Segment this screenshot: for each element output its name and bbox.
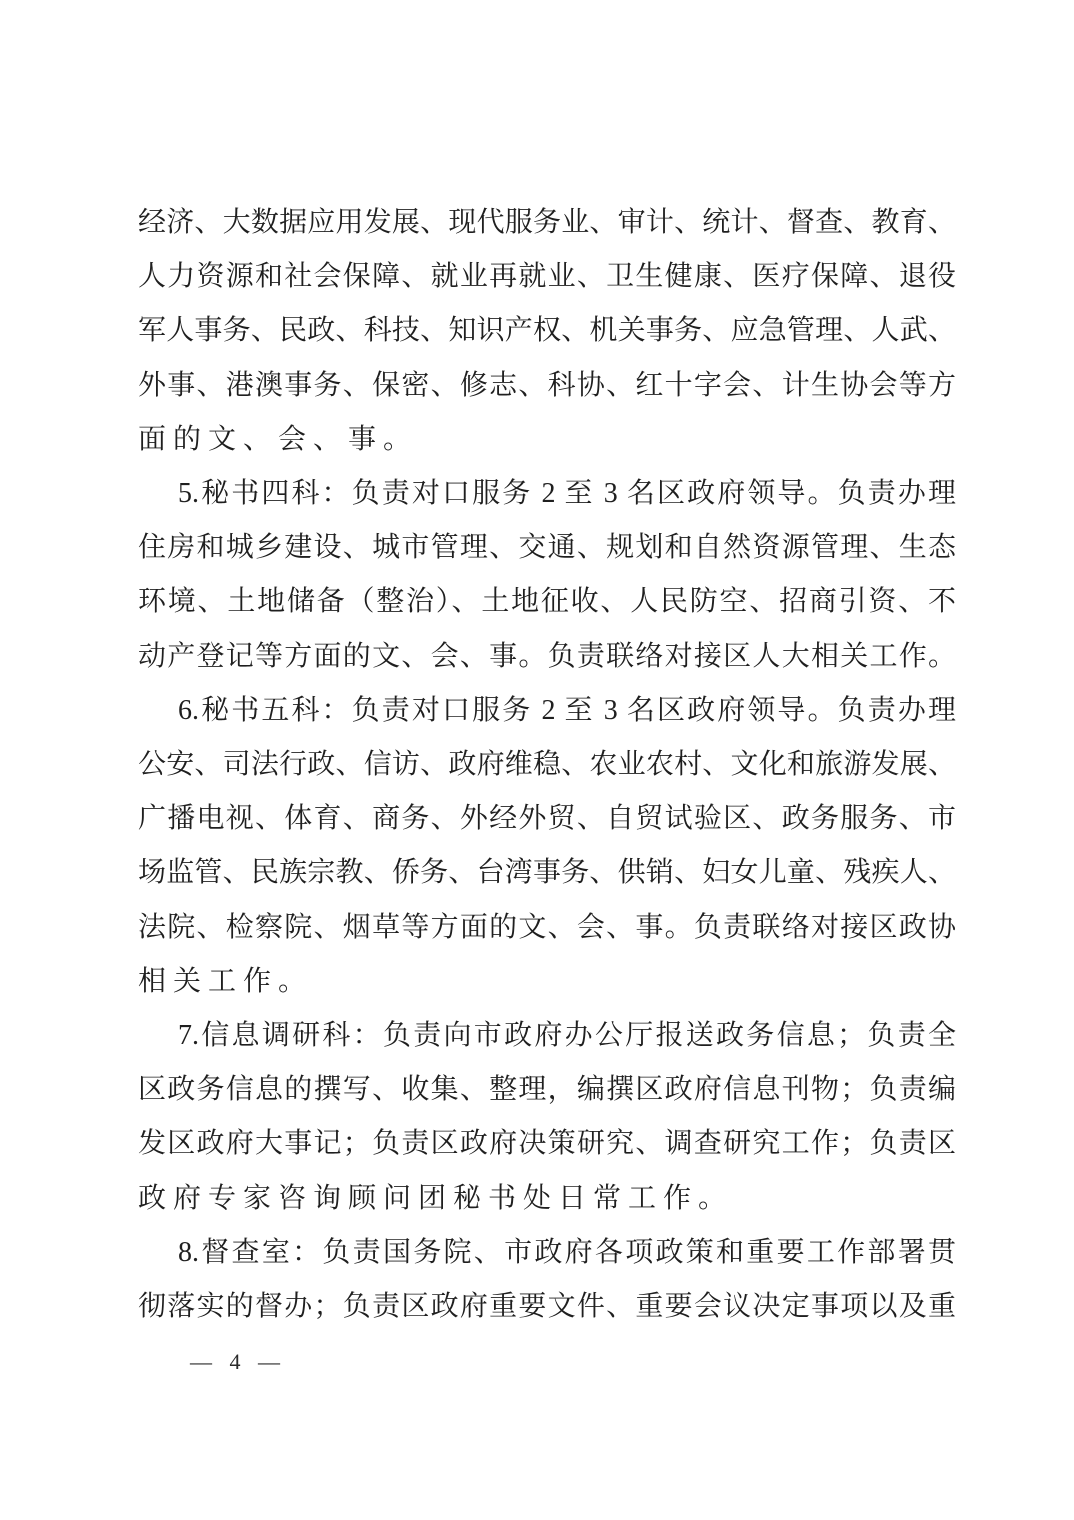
document-line: 相关工作。 — [138, 965, 314, 997]
paragraph-item-5 — [138, 467, 956, 684]
paragraph-continuation — [138, 196, 956, 467]
document-line: 环境、土地储备（整治）、土地征收、人民防空、招商引资、不 — [138, 586, 956, 618]
document-line: 经济、大数据应用发展、现代服务业、审计、统计、督查、教育、 — [138, 207, 956, 238]
document-line: 6.秘书五科：负责对口服务 2 至 3 名区政府领导。负责办理 — [178, 694, 956, 726]
document-line: 区政务信息的撰写、收集、整理，编撰区政府信息刊物；负责编 — [138, 1074, 956, 1106]
paragraph-item-8 — [138, 1226, 956, 1334]
document-line: 彻落实的督办；负责区政府重要文件、重要会议决定事项以及重 — [138, 1291, 956, 1323]
document-line: 政府专家咨询顾问团秘书处日常工作。 — [138, 1182, 734, 1214]
document-line: 公安、司法行政、信访、政府维稳、农业农村、文化和旅游发展、 — [138, 749, 956, 781]
document-line: 发区政府大事记；负责区政府决策研究、调查研究工作；负责区 — [138, 1128, 956, 1160]
paragraph-item-7 — [138, 1009, 956, 1226]
document-line: 人力资源和社会保障、就业再就业、卫生健康、医疗保障、退役 — [138, 261, 956, 293]
document-line: 住房和城乡建设、城市管理、交通、规划和自然资源管理、生态 — [138, 532, 956, 564]
paragraph-item-6 — [138, 684, 956, 1009]
document-line: 场监管、民族宗教、侨务、台湾事务、供销、妇女儿童、残疾人、 — [138, 857, 956, 889]
document-line: 外事、港澳事务、保密、修志、科协、红十字会、计生协会等方 — [138, 369, 956, 401]
document-text-block — [138, 196, 956, 1334]
document-line: 面的文、会、事。 — [138, 423, 419, 455]
document-line: 5.秘书四科：负责对口服务 2 至 3 名区政府领导。负责办理 — [178, 478, 956, 510]
document-line: 法院、检察院、烟草等方面的文、会、事。负责联络对接区政协 — [138, 911, 956, 943]
document-line: 7.信息调研科：负责向市政府办公厅报送政务信息；负责全 — [178, 1020, 956, 1052]
document-line: 广播电视、体育、商务、外经外贸、自贸试验区、政务服务、市 — [138, 803, 956, 835]
document-line: 8.督查室：负责国务院、市政府各项政策和重要工作部署贯 — [178, 1236, 956, 1268]
document-line: 动产登记等方面的文、会、事。负责联络对接区人大相关工作。 — [138, 640, 956, 672]
page-number: — 4 — — [190, 1349, 286, 1374]
document-line: 军人事务、民政、科技、知识产权、机关事务、应急管理、人武、 — [138, 315, 956, 347]
